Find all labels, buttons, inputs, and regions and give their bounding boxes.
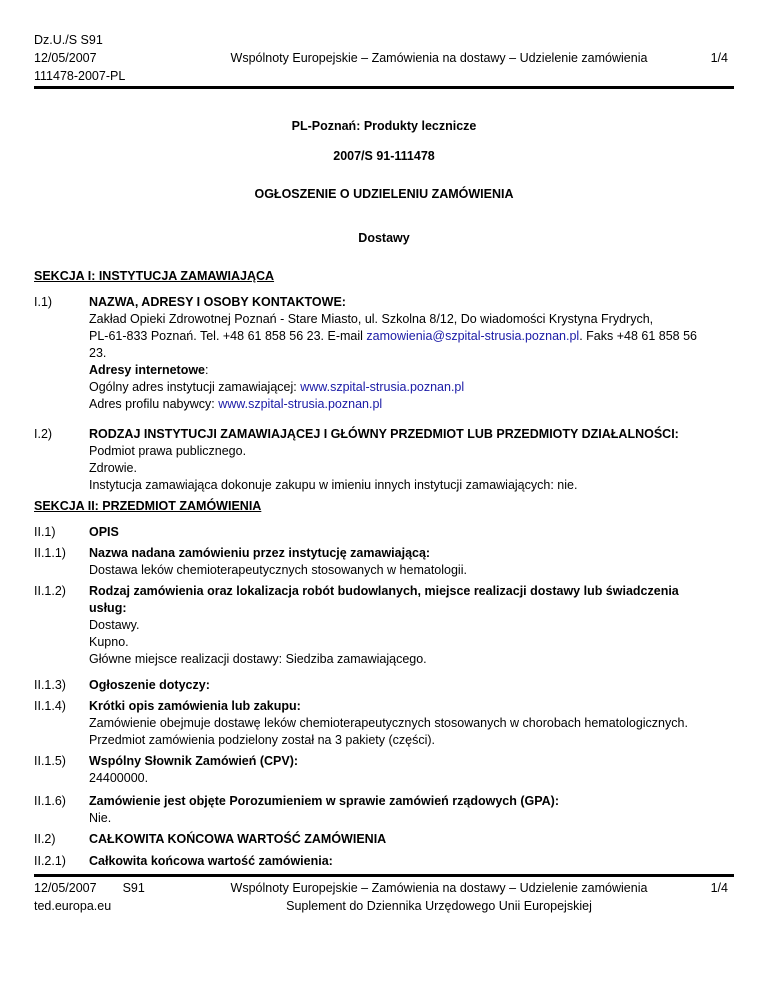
item-heading: RODZAJ INSTYTUCJI ZAMAWIAJĄCEJ I GŁÓWNY PRZEDMIOT LUB PRZEDMIOTY DZIAŁALNOŚCI: [89,427,679,441]
item-number: II.1.6) [34,794,66,808]
item-line: Nie. [89,811,112,825]
item-line: Kupno. [89,635,129,649]
email-link[interactable]: zamowienia@szpital-strusia.poznan.pl [366,329,580,343]
item-line: Zdrowie. [89,461,137,475]
item-ii2 [34,831,734,848]
item-number: II.2.1) [34,854,66,868]
item-number: II.1.1) [34,546,66,560]
item-heading: Zamówienie jest objęte Porozumieniem w sprawie zamówień rządowych (GPA): [89,794,560,808]
item-line: Dostawa leków chemioterapeutycznych stosowanych w hematologii. [89,563,467,577]
item-line: Instytucja zamawiająca dokonuje zakupu w imieniu innych instytucji zamawiających: nie. [89,478,578,492]
item-number: II.1.5) [34,754,66,768]
address-line: Zakład Opieki Zdrowotnej Poznań - Stare Miasto, ul. Szkolna 8/12, Do wiadomości Krystyna Frydrych, [89,312,654,326]
item-line: Dostawy. [89,618,140,632]
footer-rule [34,874,734,877]
item-heading: NAZWA, ADRESY I OSOBY KONTAKTOWE: [89,295,346,309]
buyer-profile-link[interactable]: www.szpital-strusia.poznan.pl [218,397,383,411]
item-line: Podmiot prawa publicznego. [89,444,247,458]
contract-type: Dostawy [358,231,410,245]
footer-site: ted.europa.eu [34,899,112,913]
item-ii1 [34,524,734,541]
item-line: Główne miejsce realizacji dostawy: Siedziba zamawiającego. [89,652,427,666]
item-line: Przedmiot zamówienia podzielony został na 3 pakiety (części). [89,733,435,747]
item-ii11 [34,545,734,579]
buyer-profile-line: Adres profilu nabywcy: www.szpital-strusia.poznan.pl [89,397,383,411]
header-title: Wspólnoty Europejskie – Zamówienia na dostawy – Udzielenie zamówienia [230,51,648,65]
item-ii12 [34,583,734,668]
item-ii16 [34,793,734,827]
notice-reference: 2007/S 91-111478 [333,149,435,163]
section-2-heading: SEKCJA II: PRZEDMIOT ZAMÓWIENIA [34,499,262,513]
internet-label: Adresy internetowe [89,363,206,377]
item-ii13 [34,677,734,694]
general-address-line: Ogólny adres instytucji zamawiającej: www.szpital-strusia.poznan.pl [89,380,465,394]
header-oj-ref: Dz.U./S S91 [34,33,103,47]
footer-page-number: 1/4 [710,881,728,895]
footer-subtitle: Suplement do Dziennika Urzędowego Unii Europejskiej [286,899,592,913]
notice-place-title: PL-Poznań: Produkty lecznicze [291,119,477,133]
header-doc-number: 111478-2007-PL [34,69,126,83]
item-line: Zamówienie obejmuje dostawę leków chemioterapeutycznych stosowanych w chorobach hematologicznych. [89,716,688,730]
contact-line: PL-61-833 Poznań. Tel. +48 61 858 56 23. E-mail zamowienia@szpital-strusia.poznan.pl. Faks +48 61 858 56 [89,329,697,343]
cpv-code: 24400000. [89,771,149,785]
item-heading: Ogłoszenie dotyczy: [89,678,210,692]
footer-series: S91 [122,881,145,895]
item-number: II.1.4) [34,699,66,713]
footer-title: Wspólnoty Europejskie – Zamówienia na dostawy – Udzielenie zamówienia [230,881,648,895]
footer-date: 12/05/2007 [34,881,97,895]
header-rule [34,86,734,89]
item-heading-continued: usług: [89,601,127,615]
notice-type-title: OGŁOSZENIE O UDZIELENIU ZAMÓWIENIA [254,187,514,201]
item-ii21 [34,853,734,870]
contact-line-continued: 23. [89,346,107,360]
item-number: I.2) [34,427,53,441]
header-date: 12/05/2007 [34,51,97,65]
general-address-link[interactable]: www.szpital-strusia.poznan.pl [300,380,465,394]
item-ii14 [34,698,734,749]
header-page-number: 1/4 [710,51,728,65]
item-i2 [34,426,734,494]
item-heading: Wspólny Słownik Zamówień (CPV): [89,754,299,768]
item-number: II.1.3) [34,678,66,692]
item-number: II.2) [34,832,56,846]
item-number: I.1) [34,295,53,309]
item-i1: I.1) NAZWA, ADRESY I OSOBY KONTAKTOWE: Zakład Opieki Zdrowotnej Poznań - Stare Miasto, ul. Szkolna 8/12, Do wiadomości Krystyna Frydrych, PL-61-833 Poznań. Tel. +48 61 858 56 23. E-mail zamowienia@szpital-strusia.poznan.pl. Faks +48 61 858 56 23. Adresy internetowe: Ogólny adres instytucji zamawiającej: www.szpital-strusia.poznan.pl Adres profilu nabywcy: www.szpital-strusia.poznan.pl [34,294,734,413]
item-heading: Rodzaj zamówienia oraz lokalizacja robót budowlanych, miejsce realizacji dostawy lub świadczenia [89,584,679,598]
section-1-heading: SEKCJA I: INSTYTUCJA ZAMAWIAJĄCA [34,269,275,283]
item-heading: CAŁKOWITA KOŃCOWA WARTOŚĆ ZAMÓWIENIA [89,832,387,846]
item-ii15 [34,753,734,787]
item-heading: Całkowita końcowa wartość zamówienia: [89,854,333,868]
item-heading: Nazwa nadana zamówieniu przez instytucję zamawiającą: [89,546,431,560]
page-header [34,32,734,86]
page-footer [34,880,734,920]
item-heading: OPIS [89,525,119,539]
item-number: II.1.2) [34,584,66,598]
item-number: II.1) [34,525,56,539]
item-heading: Krótki opis zamówienia lub zakupu: [89,699,301,713]
